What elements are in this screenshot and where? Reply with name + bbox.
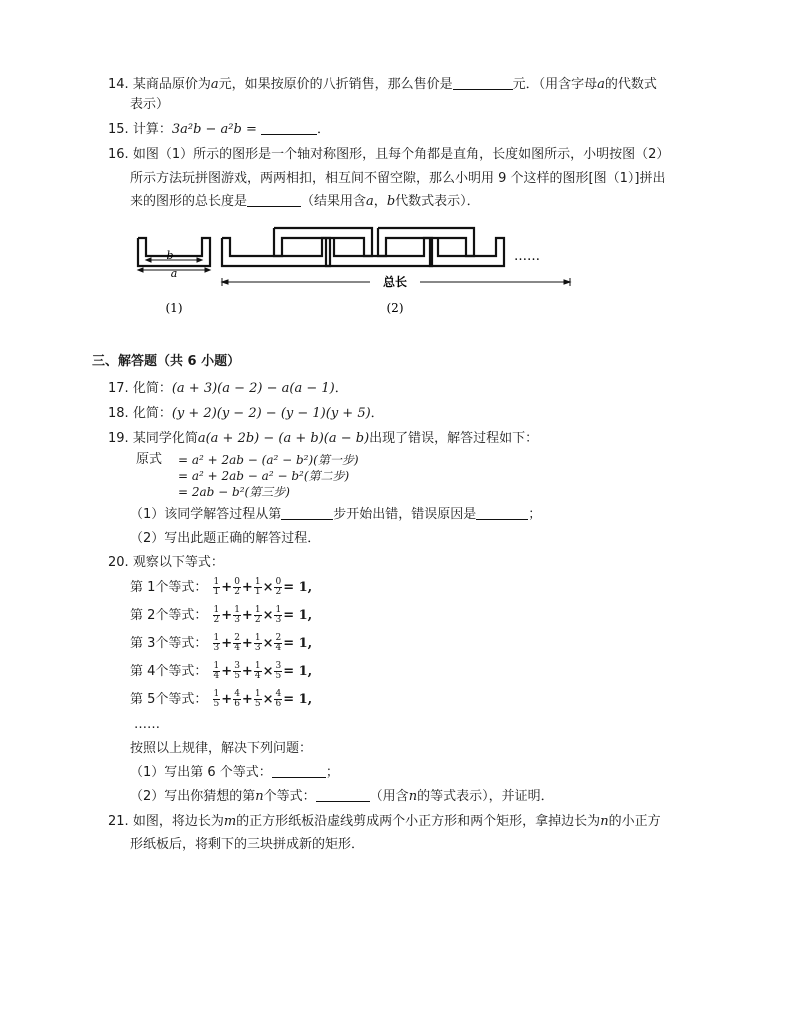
equation-3: 第 3个等式： $\frac{1}{3}$ + $\frac{2}{4}$ + $\frac{1}{3}$ × $\frac{2}{4}$ = 1, (130, 633, 313, 653)
equation-5: 第 5个等式： $\frac{1}{5}$ + $\frac{4}{6}$ + $\frac{1}{5}$ × $\frac{4}{6}$ = 1, (130, 689, 313, 709)
math-expression: 3a²b − a²b = (171, 122, 257, 137)
math-expression: (a + 3)(a − 2) − a(a − 1) (171, 381, 335, 396)
answer-blank[interactable] (261, 134, 317, 135)
fraction: $\frac{1}{2}$ (213, 605, 220, 625)
fraction: $\frac{4}{6}$ (234, 689, 240, 709)
fraction: $\frac{1}{3}$ (254, 633, 261, 653)
figure-2-label: (2) (386, 301, 404, 315)
question-number: 14. (108, 77, 129, 92)
question-16: 16. 如图（1）所示的图形是一个轴对称图形，且每个角都是直角，长度如图所示，小明按图（2） (108, 147, 670, 162)
question-17: 17. 化简：(a + 3)(a − 2) − a(a − 1)． (108, 381, 348, 396)
fraction: $\frac{1}{1}$ (213, 577, 220, 597)
equation-4: 第 4个等式： $\frac{1}{4}$ + $\frac{3}{5}$ + $\frac{1}{4}$ × $\frac{3}{5}$ = 1, (130, 661, 313, 681)
fraction: $\frac{1}{3}$ (275, 605, 282, 625)
fraction: $\frac{2}{4}$ (234, 633, 240, 653)
total-length-label: 总长 (382, 275, 408, 289)
solution-step-3: = 2ab − b²(第三步) (178, 485, 290, 499)
question-20-part-1: （1）写出第 6 个等式： ； (130, 765, 339, 780)
question-15: 15. 计算：3a²b − a²b = ． (108, 122, 331, 137)
answer-blank[interactable] (476, 519, 528, 520)
answer-blank[interactable] (453, 89, 513, 90)
continuation-dots: …… (514, 249, 540, 264)
question-number: 19. (108, 431, 129, 446)
answer-blank[interactable] (281, 519, 333, 520)
question-number: 17. (108, 381, 129, 396)
equation-2: 第 2个等式： $\frac{1}{2}$ + $\frac{1}{3}$ + $\frac{1}{2}$ × $\frac{1}{3}$ = 1, (130, 605, 313, 625)
equation-1: 第 1个等式： $\frac{1}{1}$ + $\frac{0}{2}$ + $\frac{1}{1}$ × $\frac{0}{2}$ = 1, (130, 577, 313, 597)
figure-16 (130, 222, 580, 318)
fraction: $\frac{1}{1}$ (254, 577, 261, 597)
answer-blank[interactable] (316, 801, 370, 802)
question-number: 15. (108, 122, 129, 137)
question-16-line2: 所示方法玩拼图游戏，两两相扣，相互间不留空隙，那么小明用 9 个这样的图形[图（1）]拼出 (130, 171, 666, 186)
fraction: $\frac{1}{4}$ (213, 661, 220, 681)
question-20: 20. 观察以下等式： (108, 555, 224, 570)
question-14-cont: 表示） (130, 97, 170, 112)
fraction: $\frac{0}{2}$ (234, 577, 240, 597)
question-19-part-1: （1）该同学解答过程从第 步开始出错，错误原因是 ； (130, 507, 542, 522)
fraction: $\frac{0}{2}$ (275, 577, 282, 597)
solution-step-2: = a² + 2ab − a² − b²(第二步) (178, 469, 350, 483)
question-number: 21. (108, 814, 129, 829)
section-title: 三、解答题（共 6 小题） (92, 354, 241, 369)
question-21-line2: 形纸板后，将剩下的三块拼成新的矩形． (130, 837, 365, 852)
figure-1-label: (1) (165, 301, 183, 315)
fraction: $\frac{1}{3}$ (234, 605, 240, 625)
question-number: 16. (108, 147, 129, 162)
question-20-part-2: （2）写出你猜想的第n个等式： （用含n的等式表示），并证明． (130, 789, 554, 804)
math-expression: (y + 2)(y − 2) − (y − 1)(y + 5) (171, 406, 371, 421)
fraction: $\frac{1}{3}$ (213, 633, 220, 653)
fraction: $\frac{4}{6}$ (275, 689, 282, 709)
fraction: $\frac{1}{4}$ (254, 661, 261, 681)
question-19: 19. 某同学化简a(a + 2b) − (a + b)(a − b)出现了错误，解答过程如下： (108, 431, 539, 446)
fraction: $\frac{1}{5}$ (213, 689, 220, 709)
question-14: 14. 某商品原价为a元，如果按原价的八折销售，那么售价是 元．（用含字母a的代数式 (108, 77, 657, 92)
dimension-b-label: b (166, 249, 174, 262)
question-number: 20. (108, 555, 129, 570)
fraction: $\frac{3}{5}$ (234, 661, 240, 681)
question-19-part-2: （2）写出此题正确的解答过程． (130, 531, 321, 546)
question-number: 18. (108, 406, 129, 421)
question-21: 21. 如图，将边长为m的正方形纸板沿虚线剪成两个小正方形和两个矩形，拿掉边长为n的小正方 (108, 814, 661, 829)
answer-blank[interactable] (272, 777, 326, 778)
answer-blank[interactable] (247, 206, 301, 207)
fraction: $\frac{3}{5}$ (275, 661, 282, 681)
question-20-rule: 按照以上规律，解决下列问题： (130, 741, 313, 756)
figure-2-chain (222, 228, 504, 266)
math-expression: a(a + 2b) − (a + b)(a − b) (197, 431, 370, 446)
fraction: $\frac{2}{4}$ (275, 633, 282, 653)
question-18: 18. 化简：(y + 2)(y − 2) − (y − 1)(y + 5)． (108, 406, 384, 421)
ellipsis: …… (134, 717, 160, 732)
solution-step-1: = a² + 2ab − (a² − b²)(第一步) (178, 453, 359, 467)
figure-1-shape (138, 238, 210, 266)
question-16-line3: 来的图形的总长度是 （结果用含a，b代数式表示）． (130, 194, 480, 209)
dimension-a-label: a (170, 267, 178, 280)
solution-step-label: 原式 (136, 452, 163, 467)
fraction: $\frac{1}{5}$ (254, 689, 261, 709)
fraction: $\frac{1}{2}$ (254, 605, 261, 625)
